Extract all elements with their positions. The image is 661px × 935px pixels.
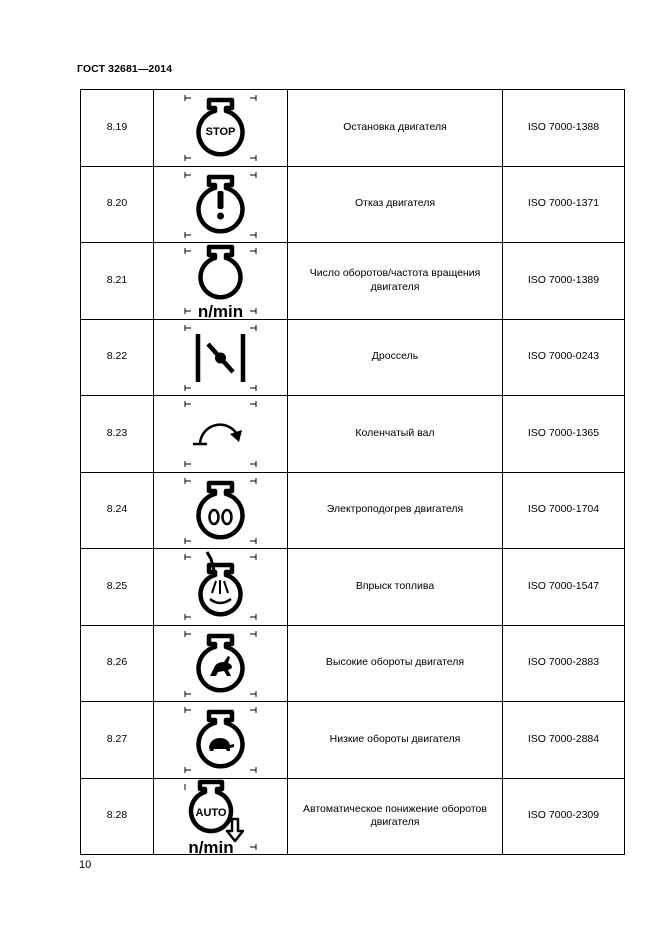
row-number: 8.22 bbox=[81, 319, 154, 396]
symbol-cell bbox=[154, 549, 288, 626]
row-number: 8.24 bbox=[81, 472, 154, 549]
row-description: Низкие обороты двигателя bbox=[288, 702, 503, 779]
row-number: 8.20 bbox=[81, 166, 154, 243]
engine-preheat-icon bbox=[154, 473, 287, 549]
row-number: 8.23 bbox=[81, 396, 154, 473]
symbol-rpm-text: n/min bbox=[188, 837, 234, 855]
table-row bbox=[81, 778, 625, 855]
row-number: 8.25 bbox=[81, 549, 154, 626]
row-iso-reference: ISO 7000-1371 bbox=[503, 166, 625, 243]
row-iso-reference: ISO 7000-1704 bbox=[503, 472, 625, 549]
table-row bbox=[81, 166, 625, 243]
table-row bbox=[81, 702, 625, 779]
table-row bbox=[81, 396, 625, 473]
row-iso-reference: ISO 7000-1388 bbox=[503, 90, 625, 167]
engine-failure-icon bbox=[154, 167, 287, 243]
symbol-cell bbox=[154, 778, 288, 855]
table-row bbox=[81, 243, 625, 320]
symbol-stop-text: STOP bbox=[205, 126, 236, 138]
row-iso-reference: ISO 7000-1365 bbox=[503, 396, 625, 473]
table-row bbox=[81, 90, 625, 167]
row-iso-reference: ISO 7000-0243 bbox=[503, 319, 625, 396]
symbol-auto-text: AUTO bbox=[195, 806, 227, 819]
symbol-cell bbox=[154, 90, 288, 167]
row-number: 8.21 bbox=[81, 243, 154, 320]
row-number: 8.19 bbox=[81, 90, 154, 167]
symbol-table bbox=[80, 89, 625, 855]
symbol-cell bbox=[154, 472, 288, 549]
row-iso-reference: ISO 7000-2884 bbox=[503, 702, 625, 779]
symbol-cell bbox=[154, 166, 288, 243]
table-row bbox=[81, 319, 625, 396]
engine-stop-icon bbox=[154, 90, 287, 166]
symbol-cell bbox=[154, 319, 288, 396]
symbol-cell bbox=[154, 702, 288, 779]
throttle-icon bbox=[154, 320, 287, 396]
row-description: Коленчатый вал bbox=[288, 396, 503, 473]
symbol-cell bbox=[154, 396, 288, 473]
row-number: 8.26 bbox=[81, 625, 154, 702]
crankshaft-icon bbox=[154, 396, 287, 472]
fuel-injection-icon bbox=[154, 549, 287, 625]
symbol-rpm-text: n/min bbox=[197, 302, 244, 319]
row-iso-reference: ISO 7000-1389 bbox=[503, 243, 625, 320]
row-description: Впрыск топлива bbox=[288, 549, 503, 626]
row-number: 8.28 bbox=[81, 778, 154, 855]
table-row bbox=[81, 472, 625, 549]
page-number: 10 bbox=[79, 859, 92, 871]
table-row bbox=[81, 625, 625, 702]
symbol-cell bbox=[154, 625, 288, 702]
auto-idle-reduction-icon bbox=[154, 779, 287, 855]
row-iso-reference: ISO 7000-2883 bbox=[503, 625, 625, 702]
row-number: 8.27 bbox=[81, 702, 154, 779]
row-description: Электроподогрев двигателя bbox=[288, 472, 503, 549]
engine-speed-icon bbox=[154, 243, 287, 319]
table-row bbox=[81, 549, 625, 626]
document-header: ГОСТ 32681—2014 bbox=[77, 63, 173, 75]
row-iso-reference: ISO 7000-2309 bbox=[503, 778, 625, 855]
row-description: Высокие обороты двигателя bbox=[288, 625, 503, 702]
engine-low-speed-icon bbox=[154, 702, 287, 778]
row-description: Отказ двигателя bbox=[288, 166, 503, 243]
row-iso-reference: ISO 7000-1547 bbox=[503, 549, 625, 626]
row-description: Остановка двигателя bbox=[288, 90, 503, 167]
row-description: Дроссель bbox=[288, 319, 503, 396]
symbol-cell bbox=[154, 243, 288, 320]
engine-high-speed-icon bbox=[154, 626, 287, 702]
row-description: Число оборотов/частота вращения двигателя bbox=[288, 243, 503, 320]
row-description: Автоматическое понижение оборотов двигателя bbox=[288, 778, 503, 855]
